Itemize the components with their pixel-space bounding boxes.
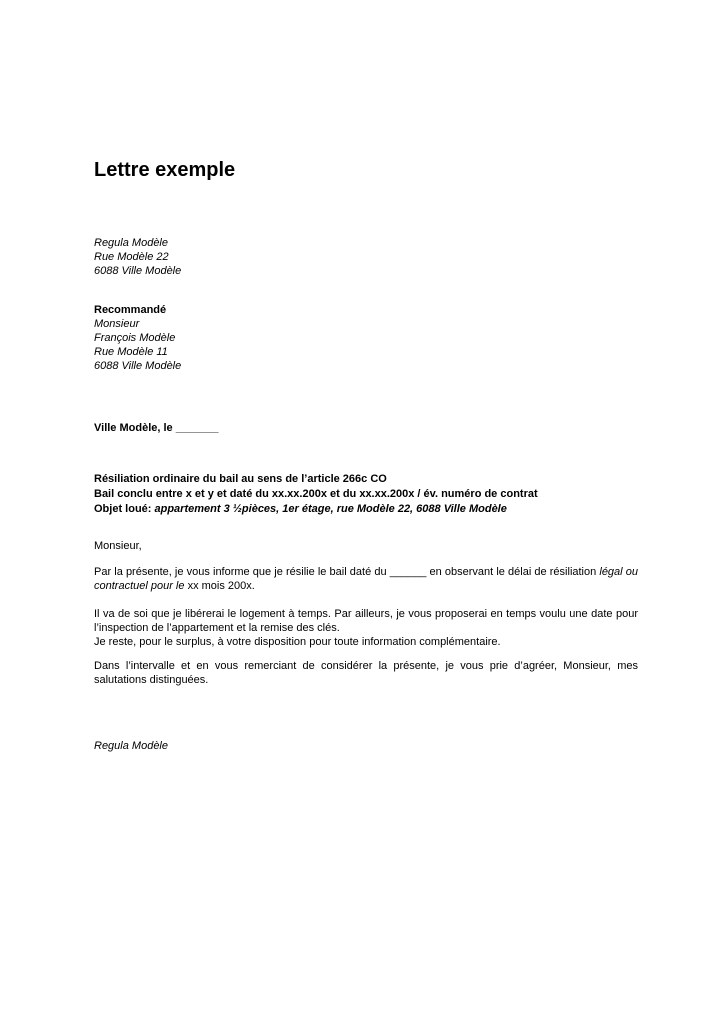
delivery-method-label: Recommandé [94, 304, 167, 316]
recipient-name: François Modèle [94, 332, 176, 344]
sender-address-block [94, 236, 638, 278]
paragraph-handover-line-1: Il va de soi que je libérerai le logement à temps. Par ailleurs, je vous proposerai en temps voulu une date pour l’inspection de l’appartement et la remise des clés. [94, 608, 638, 634]
subject-block [94, 472, 638, 517]
paragraph-termination-text: Par la présente, je vous informe que je résilie le bail daté du ______ en observant le délai de résiliation [94, 566, 600, 578]
paragraph-termination [94, 565, 638, 593]
paragraph-handover-line-2: Je reste, pour le surplus, à votre disposition pour toute information complémentaire. [94, 636, 501, 648]
recipient-address-block [94, 303, 638, 373]
subject-line-object [94, 502, 638, 517]
recipient-salutation-title: Monsieur [94, 318, 140, 330]
sender-street: Rue Modèle 22 [94, 251, 169, 263]
paragraph-closing: Dans l’intervalle et en vous remerciant de considérer la présente, je vous prie d’agréer, Monsieur, mes salutations distinguées. [94, 660, 638, 686]
salutation-line: Monsieur, [94, 540, 142, 552]
paragraph-termination-italic: légal ou contractuel pour le [94, 566, 638, 592]
sender-name: Regula Modèle [94, 237, 168, 249]
letter-body [94, 236, 638, 753]
subject-object-value: appartement 3 ½pièces, 1er étage, rue Modèle 22, 6088 Ville Modèle [154, 503, 507, 515]
subject-line-contract: Bail conclu entre x et y et daté du xx.xx.200x et du xx.xx.200x / év. numéro de contrat [94, 488, 538, 500]
page-title: Lettre exemple [94, 159, 236, 181]
paragraph-handover [94, 607, 638, 649]
signature-name: Regula Modèle [94, 740, 168, 752]
subject-line-termination: Résiliation ordinaire du bail au sens de l’article 266c CO [94, 473, 387, 485]
place-date-line: Ville Modèle, le _______ [94, 422, 219, 434]
subject-object-label: Objet loué: [94, 503, 155, 515]
recipient-city: 6088 Ville Modèle [94, 360, 182, 372]
recipient-street: Rue Modèle 11 [94, 346, 168, 358]
sender-city: 6088 Ville Modèle [94, 265, 182, 277]
paragraph-termination-tail: xx mois 200x. [187, 580, 255, 592]
